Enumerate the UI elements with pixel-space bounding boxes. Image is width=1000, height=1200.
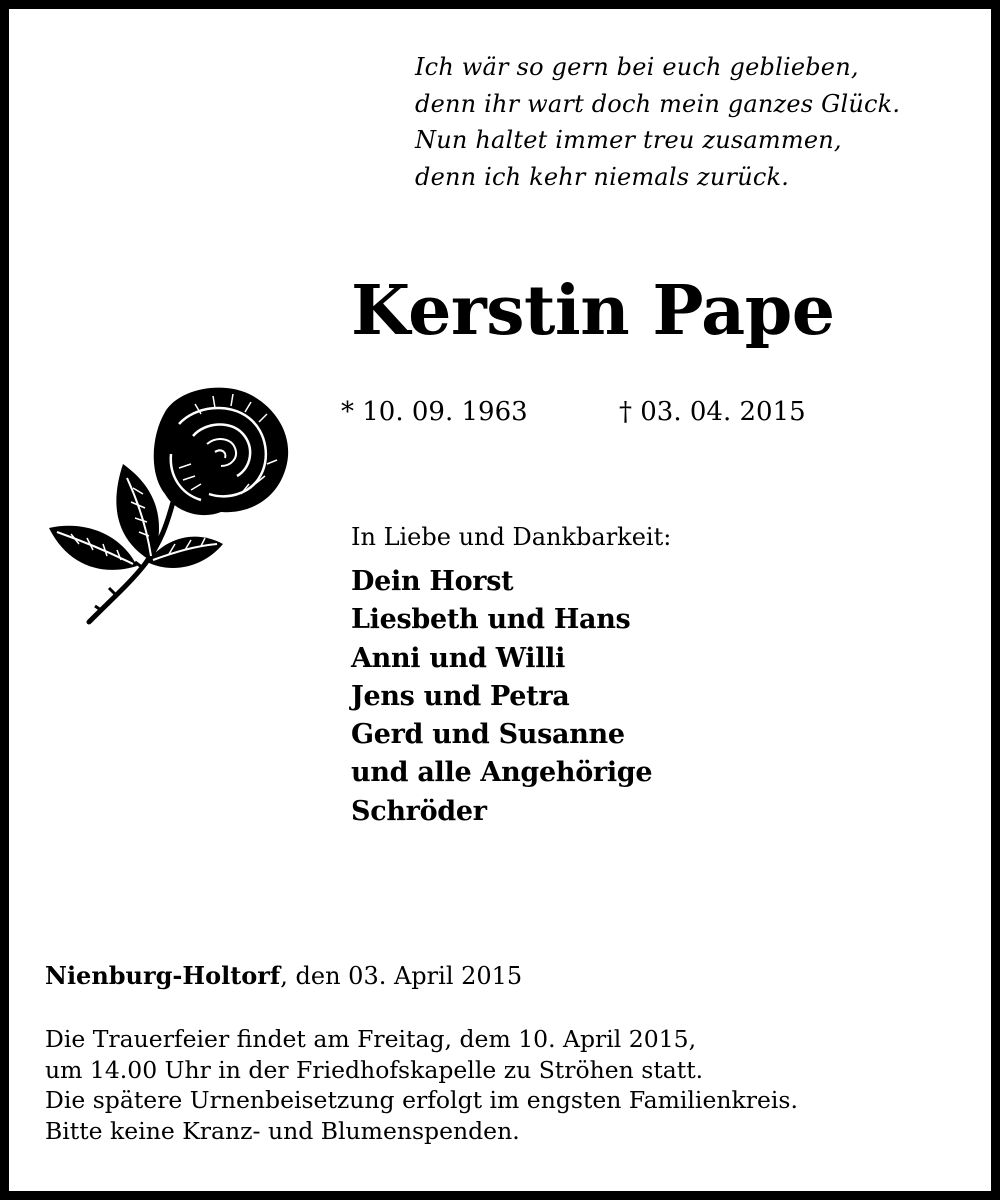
mourner-name: Liesbeth und Hans — [351, 604, 631, 636]
rose-icon — [45, 384, 295, 629]
mourner-name: Anni und Willi — [351, 642, 566, 674]
death-date: † 03. 04. 2015 — [619, 397, 806, 427]
birth-date: * 10. 09. 1963 — [341, 397, 528, 427]
mourners-list — [351, 563, 652, 831]
mourner-name: Gerd und Susanne — [351, 719, 625, 751]
note-line: Die spätere Urnenbeisetzung erfolgt im engsten Familienkreis. — [45, 1086, 798, 1114]
note-line: Bitte keine Kranz- und Blumenspenden. — [45, 1116, 520, 1145]
poem-line: denn ihr wart doch mein ganzes Glück. — [415, 89, 901, 118]
thanks-line: In Liebe und Dankbarkeit: — [351, 523, 672, 551]
poem-line: denn ich kehr niemals zurück. — [415, 162, 790, 191]
poem-line: Nun haltet immer treu zusammen, — [415, 126, 842, 154]
mourner-name: Jens und Petra — [351, 680, 570, 712]
place-name: Nienburg-Holtorf — [45, 961, 281, 990]
date-text: , den 03. April 2015 — [280, 962, 523, 990]
mourner-name: Dein Horst — [351, 566, 514, 597]
mourner-name: und alle Angehörige — [351, 757, 653, 789]
note-line: um 14.00 Uhr in der Friedhofskapelle zu Ströhen statt. — [45, 1055, 704, 1084]
mourner-name: Schröder — [351, 795, 487, 827]
poem — [415, 49, 995, 195]
note-line: Die Trauerfeier findet am Freitag, dem 10. April 2015, — [45, 1025, 697, 1053]
funeral-notes — [45, 1024, 798, 1146]
poem-line: Ich wär so gern bei euch geblieben, — [415, 53, 859, 81]
deceased-name: Kerstin Pape — [351, 271, 835, 351]
place-date-line — [45, 959, 522, 993]
